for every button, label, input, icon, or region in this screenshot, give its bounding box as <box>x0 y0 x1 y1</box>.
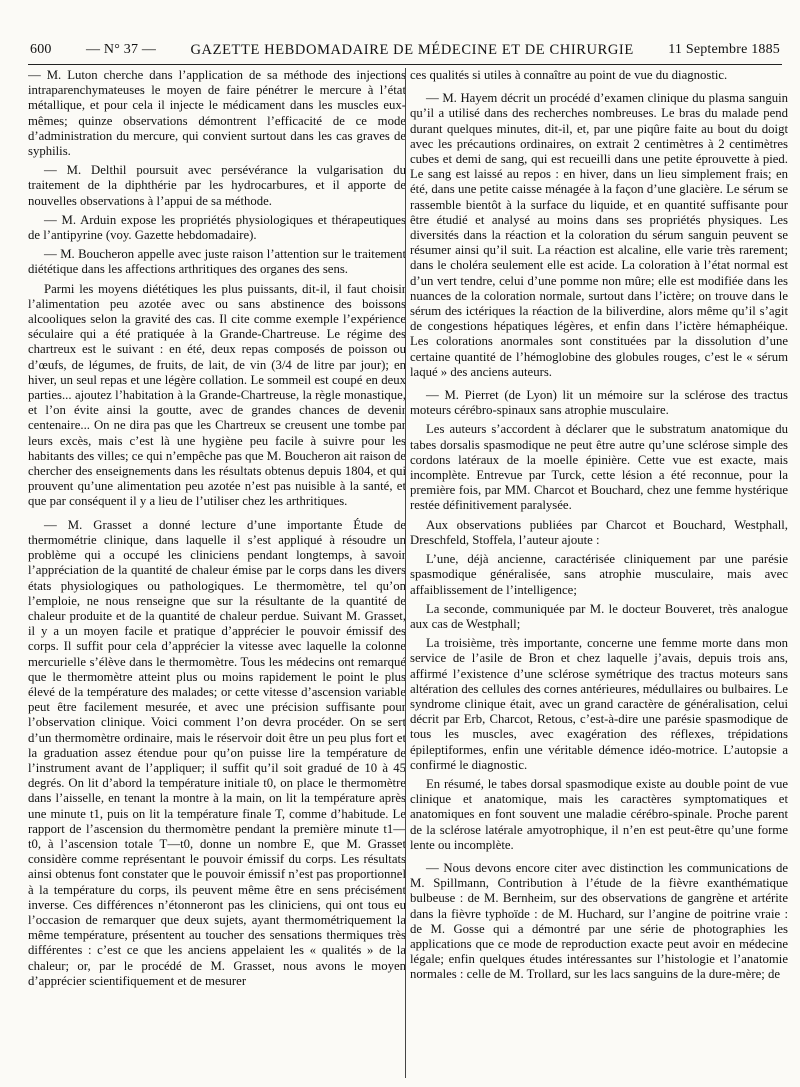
paragraph-arduin: — M. Arduin expose les propriétés physiologiques et thérapeutiques de l’antipyrine (voy. Gazette hebdomadaire). <box>28 212 406 243</box>
paragraph-substratum: Les auteurs s’accordent à déclarer que le substratum anatomique du tabes dorsalis spasmodique ne peut être autre qu’une sclérose simple des cordons latéraux de la moelle épinière. Cette vue est exacte, mais incomplète. Entrevue par Turck, cette lésion a été reconnue, pour la première fois, par MM. Charcot et Bouchard, chez une femme hystérique restée définitivement paralysée. <box>410 422 788 513</box>
paragraph-boucheron: — M. Boucheron appelle avec juste raison l’attention sur le traitement diététique dans les affections arthritiques des organes des sens. <box>28 247 406 277</box>
issue-number: — N° 37 — <box>86 42 157 57</box>
issue-date: 11 Septembre 1885 <box>668 42 780 57</box>
journal-title: GAZETTE HEBDOMADAIRE DE MÉDECINE ET DE CHIRURGIE <box>190 41 634 58</box>
paragraph-communications: — Nous devons encore citer avec distinction les communications de M. Spillmann, Contribution à l’étude de la fièvre exanthématique bulbeuse : de M. Bernheim, sur des observations de gangrène et artérite dans la fièvre typhoïde : de M. Huchard, sur l’angine de poitrine vraie : de M. Gosse qui a démontré par une série de photographies les applications que ce mode de reproduction exacte peut avoir en médecine légale; enfin quelques études intéressantes sur l’histologie et l’anatomie normales : celle de M. Trollard, sur les lacs sanguins de la dure-mère; de <box>410 860 788 982</box>
column-rule <box>405 68 406 1078</box>
paragraph-luton: — M. Luton cherche dans l’application de sa méthode des injections intraparenchymateuses le moyen de faire pénétrer le mercure à l’état métallique, et pour cela il injecte le médicament dans les muscles eux-mêmes; quinze observations démontrent l’efficacité de ce mode d’administration du mercure, qui convient surtout dans les cas graves de syphilis. <box>28 68 406 159</box>
page-number: 600 <box>30 42 52 57</box>
paragraph-case-two: La seconde, communiquée par M. le docteur Bouveret, très analogue aux cas de Westphall; <box>410 601 788 631</box>
paragraph-pierret: — M. Pierret (de Lyon) lit un mémoire sur la sclérose des tractus moteurs cérébro-spinaux sans atrophie musculaire. <box>410 388 788 418</box>
header-rule <box>28 64 782 65</box>
paragraph-delthil: — M. Delthil poursuit avec persévérance la vulgarisation du traitement de la diphthérie par les hydrocarbures, et il apporte de nouvelles observations à l’appui de sa méthode. <box>28 163 406 208</box>
paragraph-summary: En résumé, le tabes dorsal spasmodique existe au double point de vue clinique et anatomique, mais les caractères symptomatiques et anatomiques en font souvent une maladie cérébro-spinale. Proche parent de la sclérose latérale amyotrophique, il n’en est peut-être qu’une forme lente ou incomplète. <box>410 776 788 852</box>
paragraph-case-three: La troisième, très importante, concerne une femme morte dans mon service de l’asile de Bron et chez laquelle j’avais, depuis trois ans, affirmé l’existence d’une sclérose symétrique des tractus moteurs sans altération des cellules des cornes antérieures, médullaires ou bulbaires. Le syndrome clinique était, avec un grand caractère de généralisation, celui décrit par Erb, Charcot, Retous, c’est-à-dire une parésie spasmodique de tous les muscles, avec exagération des réflexes, trépidations épileptiformes, enfin une véritable démence idéo-motrice. L’autopsie a confirmé le diagnostic. <box>410 636 788 772</box>
paragraph-grasset: — M. Grasset a donné lecture d’une importante Étude de thermométrie clinique, dans laquelle il s’est appliqué à résoudre un problème qui a occupé les cliniciens pendant longtemps, à savoir l’appréciation de la quantité de chaleur émise par le corps dans les divers états physiologiques ou pathologiques. Le thermomètre, tel qu’on l’emploie, ne nous renseigne que sur la résultante de la quantité de chaleur produite et de la quantité de chaleur perdue. Suivant M. Grasset, il y a un moyen facile et pratique d’apprécier le pouvoir émissif des corps. Il suffit pour cela d’apprécier la vitesse avec laquelle la colonne mercurielle s’élève dans le thermomètre. Tous les médecins ont remarqué que le thermomètre atteint plus ou moins rapidement le point le plus élevé de la température des malades; or cette vitesse d’ascension variable peut être facilement mesurée, et avec une précision suffisante pour l’observation clinique. Voici comment l’on devra procéder. On se sert d’un thermomètre ordinaire, mais le réservoir doit être un peu plus fort et la graduation assez étendue pour qu’on puisse lire la température de l’instrument avant de l’appliquer; il suffit qu’il soit gradué de 10 à 45 degrés. On lit d’abord la température initiale t0, on place le thermomètre dans l’aisselle, en tenant la montre à la main, on lit la température après une minute t1, puis on lit la température finale T, comme d’habitude. Le rapport de l’ascension du thermomètre pendant la première minute t1—t0, à l’ascension totale T—t0, donne un nombre E, que M. Grasset considère comme représentant le pouvoir émissif du corps. Les résultats ainsi obtenus font constater que le pouvoir émissif n’est pas proportionnel à la température du corps, ils peuvent même être en sens précisément inverse. Ces différences n’étonneront pas les cliniciens, qui ont tous eu l’occasion de remarquer que deux sujets, ayant thermométriquement la même température, présentent au toucher des sensations thermiques très différentes : c’est ce que les anciens appelaient les « qualités » de la chaleur; or, par le procédé de M. Grasset, nous avons le moyen d’apprécier scientifiquement et de mesurer <box>28 517 406 988</box>
paragraph-hayem: — M. Hayem décrit un procédé d’examen clinique du plasma sanguin qu’il a utilisé dans des recherches nombreuses. Le bras du malade pend durant quelques minutes, dit-il, et, par une piqûre faite au bout du doigt avec les précautions ordinaires, on extrait 2 centimètres à 2 centimètres cubes et demi de sang, qui est recueilli dans une petite éprouvette à pied. Le sang est laissé au repos : en hiver, dans un lieu simplement frais; en été, dans une petite caisse ménagée à la façon d’une glacière. Le sérum se rassemble bientôt à la surface du liquide, et en quantité suffisante pour être étudié et analysé au moins dans ses propriétés physiques. Les diversités dans la réaction et la coloration du sérum sanguin peuvent se résumer ainsi qu’il suit. La réaction est alcaline, elle varie très rarement; dans le choléra seulement elle est acide. La coloration à l’état normal est d’un vert tendre, celui d’une pomme non mûre; elle est modifiée dans les nuances de la coloration normale, surtout dans l’ictère; on trouve dans le sérum des ictériques la réaction de la biliverdine, alors même qu’il s’agit de congestions hépatiques légères, et enfin dans l’ictère hémaphéique. Les colorations anormales sont constituées par la dissolution d’une certaine quantité de l’hémoglobine des globules rouges, c’est le « sérum laqué » des anciens auteurs. <box>410 91 788 379</box>
left-column <box>28 68 406 1078</box>
right-column <box>410 68 788 1078</box>
paragraph-observations: Aux observations publiées par Charcot et Bouchard, Westphall, Dreschfeld, Stoffela, l’auteur ajoute : <box>410 517 788 547</box>
running-header <box>30 40 780 60</box>
paragraph-case-one: L’une, déjà ancienne, caractérisée cliniquement par une parésie spasmodique généralisée, sans atrophie musculaire, mais avec affaiblissement de l’intelligence; <box>410 552 788 597</box>
paragraph-chartreux: Parmi les moyens diététiques les plus puissants, dit-il, il faut choisir l’alimentation peu azotée avec ou sans abstinence des boissons alcooliques selon la gravité des cas. Il cite comme exemple l’expérience séculaire qui a été pratiquée à la Grande-Chartreuse. Le régime des chartreux est le suivant : en été, deux repas composés de poisson ou d’œufs, de légumes, de fruits, de lait, de vin (3/4 de litre par jour); en hiver, un seul repas et une légère collation. Le sommeil est coupé en deux parties... ajoutez l’habitation à la Grande-Chartreuse, la règle monastique, et l’on évite ainsi la goutte, avec de grandes chances de devenir centenaire... On ne dira pas que les Chartreux se creusent une tombe par leurs excès, mais c’est là une hygiène peu facile à suivre pour les habitants des villes; ce qui n’empêche pas que M. Boucheron ait raison de chercher des enseignements dans les résultats obtenus depuis 1804, et qui prouvent qu’une alimentation peu azotée n’est pas nuisible à la santé, et que par conséquent il y a lieu de l’utiliser chez les arthritiques. <box>28 281 406 509</box>
paragraph-grasset-continued: ces qualités si utiles à connaître au point de vue du diagnostic. <box>410 68 728 82</box>
